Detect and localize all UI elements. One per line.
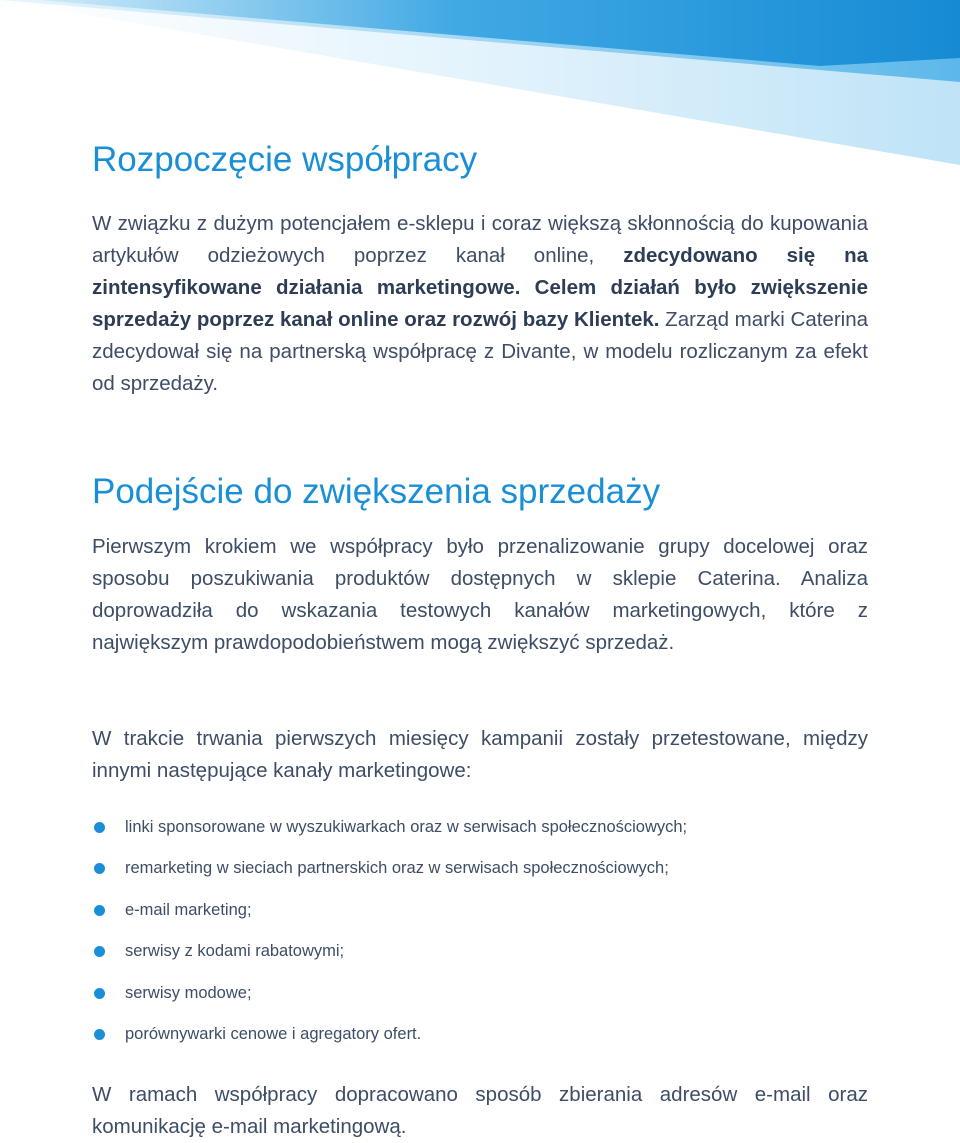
intro-text-continued: Zarząd marki Caterina zdecydował się na partnerską współpracę z Divante, w modelu rozliczanym za efekt od sprzedaży. (92, 308, 868, 395)
list-item: porównywarki cenowe i agregatory ofert. (92, 1019, 868, 1060)
list-item: serwisy z kodami rabatowymi; (92, 936, 868, 977)
closing-paragraph: W ramach współpracy dopracowano sposób zbierania adresów e-mail oraz komunikację e-mail marketingową. (92, 1083, 868, 1138)
bullet-icon (94, 822, 105, 833)
list-item: serwisy modowe; (92, 978, 868, 1019)
list-item: linki sponsorowane w wyszukiwarkach oraz w serwisach społecznościowych; (92, 812, 868, 853)
bullet-icon (94, 905, 105, 916)
approach-paragraph: Pierwszym krokiem we współpracy było przenalizowanie grupy docelowej oraz sposobu poszukiwania produktów dostępnych w sklepie Caterina. Analiza doprowadziła do wskazania testowych kanałów marketingowych, które z największym prawdopodobieństwem mogą zwiększyć sprzedaż. (92, 535, 868, 654)
list-item: e-mail marketing; (92, 895, 868, 936)
bullet-icon (94, 988, 105, 999)
bullet-icon (94, 863, 105, 874)
channels-intro-paragraph: W trakcie trwania pierwszych miesięcy kampanii zostały przetestowane, między innymi następujące kanały marketingowe: (92, 727, 868, 782)
section-heading-approach: Podejście do zwiększenia sprzedaży (92, 472, 661, 511)
list-item: remarketing w sieciach partnerskich oraz w serwisach społecznościowych; (92, 853, 868, 894)
intro-paragraph (92, 208, 868, 400)
section-heading-start: Rozpoczęcie współpracy (92, 140, 478, 179)
bullet-icon (94, 1029, 105, 1040)
intro-text: W związku z dużym potencjałem e-sklepu i coraz większą skłonnością do kupowania artykułów odzieżowych poprzez kanał online, (92, 212, 868, 267)
channel-list (92, 812, 868, 1060)
bullet-icon (94, 946, 105, 957)
intro-bold-text: zdecydowano się na zintensyfikowane działania marketingowe. Celem działań było zwiększenie sprzedaży poprzez kanał online oraz rozwój bazy Klientek. (92, 244, 868, 331)
